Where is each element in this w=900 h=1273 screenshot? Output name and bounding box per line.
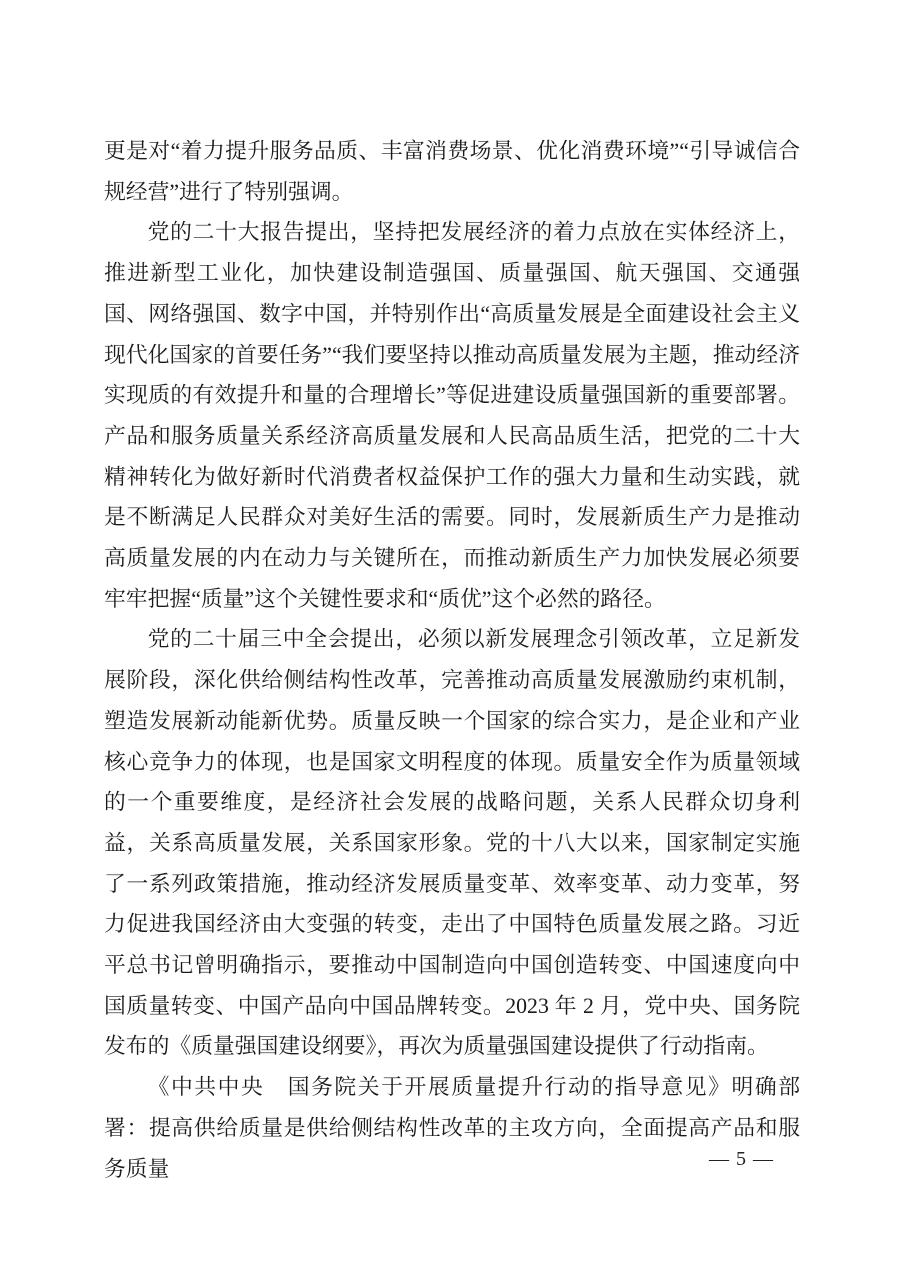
body-paragraph: 党的二十大报告提出，坚持把发展经济的着力点放在实体经济上，推进新型工业化，加快建设制造强国、质量强国、航天强国、交通强国、网络强国、数字中国，并特别作出“高质量发展是全面建设社会主义现代化国家的首要任务”“我们要坚持以推动高质量发展为主题，推动经济实现质的有效提升和量的合理增长”等促进建设质量强国新的重要部署。产品和服务质量关系经济高质量发展和人民高品质生活，把党的二十大精神转化为做好新时代消费者权益保护工作的强大力量和生动实践，就是不断满足人民群众对美好生活的需要。同时，发展新质生产力是推动高质量发展的内在动力与关键所在，而推动新质生产力加快发展必须要牢牢把握“质量”这个关键性要求和“质优”这个必然的路径。 <box>104 220 800 611</box>
body-paragraph: 党的二十届三中全会提出，必须以新发展理念引领改革，立足新发展阶段，深化供给侧结构性改革，完善推动高质量发展激励约束机制，塑造发展新动能新优势。质量反映一个国家的综合实力，是企业和产业核心竞争力的体现，也是国家文明程度的体现。质量安全作为质量领域的一个重要维度，是经济社会发展的战略问题，关系人民群众切身利益，关系高质量发展，关系国家形象。党的十八大以来，国家制定实施了一系列政策措施，推动经济发展质量变革、效率变革、动力变革，努力促进我国经济由大变强的转变，走出了中国特色质量发展之路。习近平总书记曾明确指示，要推动中国制造向中国创造转变、中国速度向中国质量转变、中国产品向中国品牌转变。2023 年 2 月，党中央、国务院发布的《质量强国建设纲要》，再次为质量强国建设提供了行动指南。 <box>104 627 800 1059</box>
body-paragraph: 更是对“着力提升服务品质、丰富消费场景、优化消费环境”“引导诚信合规经营”进行了特别强调。 <box>104 139 800 204</box>
body-paragraph: 《中共中央 国务院关于开展质量提升行动的指导意见》明确部署：提高供给质量是供给侧结构性改革的主攻方向，全面提高产品和服务质量 <box>104 1075 800 1181</box>
page-number: — 5 — <box>709 1148 774 1170</box>
document-body <box>104 131 800 1189</box>
